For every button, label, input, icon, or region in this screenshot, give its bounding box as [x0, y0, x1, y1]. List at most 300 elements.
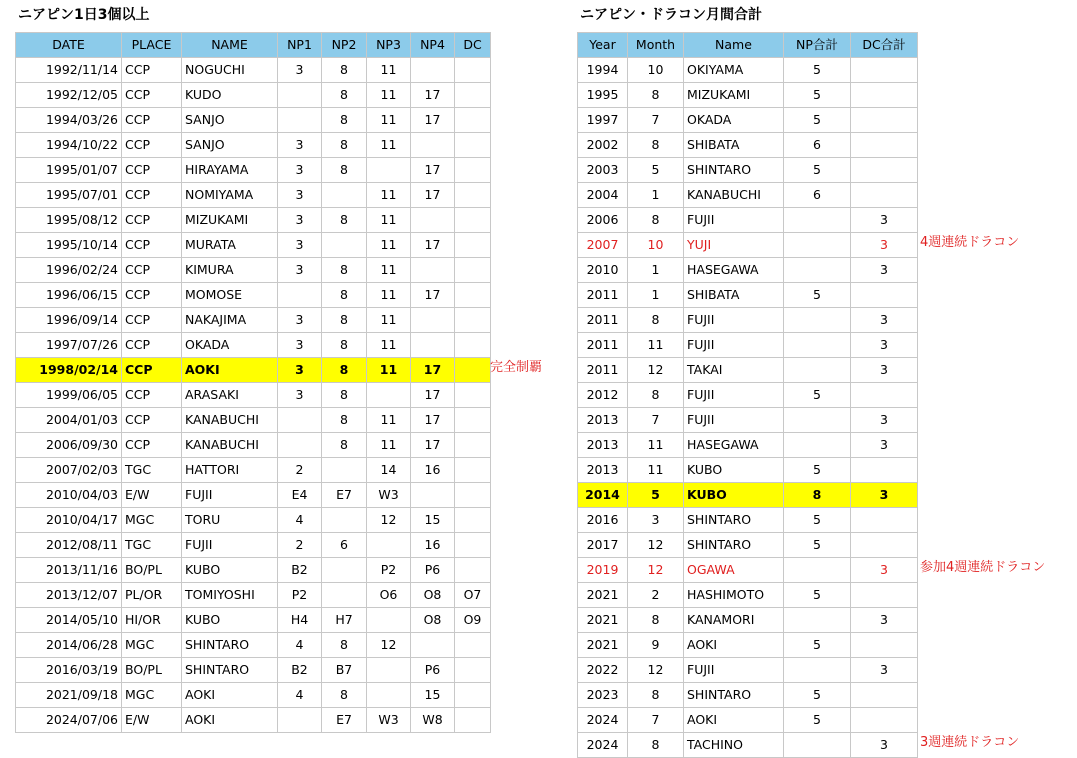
- right-cell: 2019: [578, 558, 628, 583]
- left-cell: 2004/01/03: [16, 408, 122, 433]
- right-cell: 5: [784, 508, 851, 533]
- left-cell: CCP: [122, 108, 182, 133]
- right-cell: SHINTARO: [684, 508, 784, 533]
- table-row: [16, 533, 491, 558]
- left-header-cell: NP1: [278, 33, 322, 58]
- table-row: [16, 383, 491, 408]
- right-cell: 5: [628, 158, 684, 183]
- left-cell: CCP: [122, 258, 182, 283]
- table-row: [578, 533, 918, 558]
- table-row: [578, 683, 918, 708]
- right-table-title: ニアピン・ドラコン月間合計: [580, 7, 762, 23]
- left-cell: O7: [455, 583, 491, 608]
- left-cell: 2010/04/17: [16, 508, 122, 533]
- right-cell: KUBO: [684, 483, 784, 508]
- left-cell: CCP: [122, 383, 182, 408]
- table-row: [16, 233, 491, 258]
- right-cell: 5: [784, 58, 851, 83]
- right-cell: 5: [784, 683, 851, 708]
- right-cell: HASEGAWA: [684, 433, 784, 458]
- left-cell: 8: [322, 158, 367, 183]
- right-cell: 1: [628, 258, 684, 283]
- left-cell: [367, 683, 411, 708]
- table-row: [578, 408, 918, 433]
- right-cell: 2011: [578, 333, 628, 358]
- left-cell: CCP: [122, 233, 182, 258]
- right-cell: HASEGAWA: [684, 258, 784, 283]
- left-cell: [455, 233, 491, 258]
- left-cell: [278, 708, 322, 733]
- left-cell: 17: [411, 433, 455, 458]
- left-cell: [455, 283, 491, 308]
- table-row: [16, 458, 491, 483]
- left-cell: 4: [278, 683, 322, 708]
- left-cell: KIMURA: [182, 258, 278, 283]
- right-cell: FUJII: [684, 333, 784, 358]
- right-cell: 5: [784, 283, 851, 308]
- right-cell: SHINTARO: [684, 683, 784, 708]
- left-cell: 1997/07/26: [16, 333, 122, 358]
- left-cell: HIRAYAMA: [182, 158, 278, 183]
- left-cell: P6: [411, 658, 455, 683]
- left-cell: 3: [278, 383, 322, 408]
- right-cell: [851, 633, 918, 658]
- left-cell: [411, 133, 455, 158]
- left-cell: 2021/09/18: [16, 683, 122, 708]
- table-row: [16, 508, 491, 533]
- right-cell: 12: [628, 533, 684, 558]
- left-cell: NOGUCHI: [182, 58, 278, 83]
- right-cell: 10: [628, 58, 684, 83]
- left-cell: [455, 83, 491, 108]
- left-cell: E7: [322, 708, 367, 733]
- left-cell: 17: [411, 108, 455, 133]
- right-cell: [851, 583, 918, 608]
- left-cell: 11: [367, 333, 411, 358]
- left-header-cell: NP4: [411, 33, 455, 58]
- left-cell: 3: [278, 358, 322, 383]
- right-cell: 2002: [578, 133, 628, 158]
- left-cell: FUJII: [182, 483, 278, 508]
- right-cell: [851, 183, 918, 208]
- left-cell: OKADA: [182, 333, 278, 358]
- right-cell: 8: [628, 308, 684, 333]
- table-row: [578, 183, 918, 208]
- right-cell: FUJII: [684, 208, 784, 233]
- right-cell: YUJI: [684, 233, 784, 258]
- left-cell: O8: [411, 583, 455, 608]
- right-cell: 6: [784, 183, 851, 208]
- left-cell: O8: [411, 608, 455, 633]
- left-table-title: ニアピン1日3個以上: [18, 7, 150, 23]
- right-cell: 1: [628, 283, 684, 308]
- left-cell: AOKI: [182, 683, 278, 708]
- left-cell: HATTORI: [182, 458, 278, 483]
- left-cell: B7: [322, 658, 367, 683]
- table-row: [578, 733, 918, 758]
- left-cell: 1998/02/14: [16, 358, 122, 383]
- right-cell: 3: [851, 433, 918, 458]
- right-cell: 1997: [578, 108, 628, 133]
- left-cell: 16: [411, 533, 455, 558]
- left-cell: MGC: [122, 683, 182, 708]
- left-cell: [367, 383, 411, 408]
- left-cell: [322, 233, 367, 258]
- right-cell: 10: [628, 233, 684, 258]
- left-cell: HI/OR: [122, 608, 182, 633]
- left-cell: KANABUCHI: [182, 408, 278, 433]
- left-cell: 2013/11/16: [16, 558, 122, 583]
- left-cell: [322, 508, 367, 533]
- left-cell: KANABUCHI: [182, 433, 278, 458]
- right-cell: 3: [851, 608, 918, 633]
- right-cell: 8: [628, 133, 684, 158]
- left-cell: 11: [367, 408, 411, 433]
- left-cell: 17: [411, 158, 455, 183]
- left-cell: 17: [411, 383, 455, 408]
- right-cell: 2023: [578, 683, 628, 708]
- left-cell: [455, 108, 491, 133]
- left-cell: [455, 508, 491, 533]
- note-3week-dracon: 3週連続ドラコン: [920, 735, 1020, 750]
- right-cell: [851, 383, 918, 408]
- left-cell: 1996/02/24: [16, 258, 122, 283]
- left-cell: 6: [322, 533, 367, 558]
- left-cell: AOKI: [182, 708, 278, 733]
- left-cell: 8: [322, 358, 367, 383]
- left-cell: CCP: [122, 433, 182, 458]
- right-cell: AOKI: [684, 633, 784, 658]
- right-cell: 2024: [578, 708, 628, 733]
- right-cell: 8: [628, 608, 684, 633]
- left-cell: [278, 83, 322, 108]
- right-cell: OGAWA: [684, 558, 784, 583]
- left-cell: 2007/02/03: [16, 458, 122, 483]
- left-cell: 2014/06/28: [16, 633, 122, 658]
- left-cell: 1994/10/22: [16, 133, 122, 158]
- left-cell: [455, 58, 491, 83]
- left-cell: 3: [278, 333, 322, 358]
- left-cell: 2: [278, 458, 322, 483]
- left-cell: 8: [322, 58, 367, 83]
- right-cell: KANAMORI: [684, 608, 784, 633]
- left-cell: 15: [411, 683, 455, 708]
- left-cell: CCP: [122, 283, 182, 308]
- left-cell: 1995/08/12: [16, 208, 122, 233]
- table-row: [16, 658, 491, 683]
- left-cell: 1999/06/05: [16, 383, 122, 408]
- left-cell: P6: [411, 558, 455, 583]
- table-row: [578, 708, 918, 733]
- left-cell: [455, 408, 491, 433]
- right-cell: 12: [628, 558, 684, 583]
- right-cell: 3: [851, 733, 918, 758]
- table-row: [16, 258, 491, 283]
- left-cell: SHINTARO: [182, 658, 278, 683]
- left-cell: [411, 333, 455, 358]
- left-cell: H4: [278, 608, 322, 633]
- right-cell: [784, 308, 851, 333]
- left-cell: 17: [411, 83, 455, 108]
- table-row: [16, 283, 491, 308]
- left-cell: BO/PL: [122, 658, 182, 683]
- left-cell: 11: [367, 233, 411, 258]
- right-cell: 2024: [578, 733, 628, 758]
- right-cell: HASHIMOTO: [684, 583, 784, 608]
- table-row: [578, 383, 918, 408]
- right-cell: 8: [628, 733, 684, 758]
- left-cell: 1995/07/01: [16, 183, 122, 208]
- right-cell: 5: [784, 533, 851, 558]
- left-cell: [455, 658, 491, 683]
- left-cell: CCP: [122, 183, 182, 208]
- left-cell: 8: [322, 633, 367, 658]
- right-cell: 2011: [578, 358, 628, 383]
- left-cell: 8: [322, 683, 367, 708]
- near-pin-table: [15, 32, 491, 733]
- right-cell: OKADA: [684, 108, 784, 133]
- table-row: [578, 58, 918, 83]
- note-entry-4week-dracon: 参加4週連続ドラコン: [920, 560, 1046, 575]
- left-cell: E4: [278, 483, 322, 508]
- left-cell: [278, 408, 322, 433]
- left-cell: KUDO: [182, 83, 278, 108]
- right-cell: [784, 558, 851, 583]
- left-cell: 11: [367, 58, 411, 83]
- left-cell: [455, 483, 491, 508]
- note-full-conquest: 完全制覇: [490, 360, 543, 375]
- table-row: [16, 208, 491, 233]
- left-cell: [367, 158, 411, 183]
- left-cell: CCP: [122, 308, 182, 333]
- right-cell: 5: [784, 108, 851, 133]
- left-cell: P2: [278, 583, 322, 608]
- left-cell: [411, 483, 455, 508]
- left-cell: [455, 258, 491, 283]
- right-cell: 3: [851, 258, 918, 283]
- left-cell: MGC: [122, 508, 182, 533]
- right-cell: [851, 508, 918, 533]
- right-header-cell: Name: [684, 33, 784, 58]
- left-cell: TORU: [182, 508, 278, 533]
- left-cell: [411, 308, 455, 333]
- right-cell: 3: [851, 408, 918, 433]
- table-row: [16, 108, 491, 133]
- right-cell: 2013: [578, 408, 628, 433]
- right-cell: 8: [628, 208, 684, 233]
- right-cell: 5: [784, 158, 851, 183]
- left-cell: 3: [278, 58, 322, 83]
- right-cell: FUJII: [684, 658, 784, 683]
- right-cell: MIZUKAMI: [684, 83, 784, 108]
- right-cell: 3: [851, 233, 918, 258]
- table-row: [16, 433, 491, 458]
- left-cell: 1995/01/07: [16, 158, 122, 183]
- table-row: [578, 508, 918, 533]
- left-cell: KUBO: [182, 608, 278, 633]
- left-cell: 1995/10/14: [16, 233, 122, 258]
- left-cell: FUJII: [182, 533, 278, 558]
- left-cell: 4: [278, 508, 322, 533]
- left-cell: CCP: [122, 408, 182, 433]
- left-cell: [455, 208, 491, 233]
- left-cell: [278, 283, 322, 308]
- left-cell: B2: [278, 558, 322, 583]
- table-row: [16, 683, 491, 708]
- right-cell: 2014: [578, 483, 628, 508]
- right-cell: 11: [628, 433, 684, 458]
- right-cell: 3: [851, 558, 918, 583]
- right-cell: 8: [784, 483, 851, 508]
- right-cell: [784, 258, 851, 283]
- left-cell: O6: [367, 583, 411, 608]
- left-cell: [322, 583, 367, 608]
- right-cell: 2010: [578, 258, 628, 283]
- left-cell: W3: [367, 483, 411, 508]
- table-row: [16, 183, 491, 208]
- left-cell: PL/OR: [122, 583, 182, 608]
- right-cell: 3: [851, 333, 918, 358]
- table-row: [578, 233, 918, 258]
- table-row: [578, 633, 918, 658]
- left-cell: NOMIYAMA: [182, 183, 278, 208]
- left-cell: MGC: [122, 633, 182, 658]
- right-cell: 7: [628, 708, 684, 733]
- right-cell: 3: [628, 508, 684, 533]
- left-cell: ARASAKI: [182, 383, 278, 408]
- right-cell: 2012: [578, 383, 628, 408]
- right-cell: TAKAI: [684, 358, 784, 383]
- right-cell: 2: [628, 583, 684, 608]
- left-cell: P2: [367, 558, 411, 583]
- table-row: [578, 558, 918, 583]
- right-cell: 1994: [578, 58, 628, 83]
- right-cell: 2017: [578, 533, 628, 558]
- right-cell: KUBO: [684, 458, 784, 483]
- right-cell: SHIBATA: [684, 283, 784, 308]
- left-cell: 8: [322, 258, 367, 283]
- right-cell: OKIYAMA: [684, 58, 784, 83]
- left-cell: CCP: [122, 83, 182, 108]
- left-cell: 2024/07/06: [16, 708, 122, 733]
- right-cell: 8: [628, 83, 684, 108]
- left-cell: 3: [278, 258, 322, 283]
- table-row: [16, 483, 491, 508]
- table-row: [16, 708, 491, 733]
- left-cell: SHINTARO: [182, 633, 278, 658]
- left-cell: 15: [411, 508, 455, 533]
- table-row: [578, 458, 918, 483]
- left-cell: 2016/03/19: [16, 658, 122, 683]
- right-cell: 2021: [578, 583, 628, 608]
- right-cell: [851, 533, 918, 558]
- left-cell: 11: [367, 258, 411, 283]
- left-cell: E7: [322, 483, 367, 508]
- table-row: [578, 283, 918, 308]
- right-cell: 6: [784, 133, 851, 158]
- left-cell: 1992/12/05: [16, 83, 122, 108]
- left-cell: MIZUKAMI: [182, 208, 278, 233]
- right-cell: [851, 133, 918, 158]
- left-cell: CCP: [122, 333, 182, 358]
- left-cell: TOMIYOSHI: [182, 583, 278, 608]
- table-row: [16, 358, 491, 383]
- right-cell: 3: [851, 358, 918, 383]
- left-cell: 11: [367, 108, 411, 133]
- left-cell: [455, 308, 491, 333]
- right-cell: 5: [628, 483, 684, 508]
- right-cell: 3: [851, 308, 918, 333]
- right-cell: [851, 458, 918, 483]
- right-cell: 2022: [578, 658, 628, 683]
- left-cell: 2010/04/03: [16, 483, 122, 508]
- left-cell: [278, 433, 322, 458]
- right-cell: 5: [784, 708, 851, 733]
- left-cell: 3: [278, 308, 322, 333]
- left-cell: MURATA: [182, 233, 278, 258]
- right-cell: FUJII: [684, 408, 784, 433]
- table-row: [578, 133, 918, 158]
- left-cell: 2012/08/11: [16, 533, 122, 558]
- right-cell: 11: [628, 333, 684, 358]
- left-cell: 17: [411, 283, 455, 308]
- right-cell: 5: [784, 383, 851, 408]
- right-cell: TACHINO: [684, 733, 784, 758]
- left-cell: [455, 683, 491, 708]
- table-row: [16, 133, 491, 158]
- left-cell: CCP: [122, 133, 182, 158]
- left-cell: NAKAJIMA: [182, 308, 278, 333]
- left-header-cell: DC: [455, 33, 491, 58]
- left-cell: CCP: [122, 158, 182, 183]
- table-row: [578, 433, 918, 458]
- left-cell: 12: [367, 508, 411, 533]
- table-row: [16, 333, 491, 358]
- left-cell: TGC: [122, 533, 182, 558]
- table-row: [16, 158, 491, 183]
- left-cell: 3: [278, 133, 322, 158]
- left-cell: [411, 633, 455, 658]
- left-cell: O9: [455, 608, 491, 633]
- right-cell: [784, 733, 851, 758]
- right-cell: 5: [784, 458, 851, 483]
- left-cell: 1994/03/26: [16, 108, 122, 133]
- right-cell: SHIBATA: [684, 133, 784, 158]
- left-cell: 1992/11/14: [16, 58, 122, 83]
- left-cell: MOMOSE: [182, 283, 278, 308]
- right-cell: 2011: [578, 283, 628, 308]
- left-cell: [278, 108, 322, 133]
- right-cell: 8: [628, 383, 684, 408]
- left-cell: W3: [367, 708, 411, 733]
- left-cell: 11: [367, 208, 411, 233]
- right-cell: 2007: [578, 233, 628, 258]
- left-cell: 14: [367, 458, 411, 483]
- right-cell: 2013: [578, 458, 628, 483]
- left-cell: TGC: [122, 458, 182, 483]
- left-cell: [367, 658, 411, 683]
- left-cell: [455, 383, 491, 408]
- table-row: [578, 108, 918, 133]
- left-cell: 8: [322, 283, 367, 308]
- left-cell: 3: [278, 233, 322, 258]
- left-cell: 2: [278, 533, 322, 558]
- right-cell: 2016: [578, 508, 628, 533]
- table-row: [16, 308, 491, 333]
- right-header-cell: Year: [578, 33, 628, 58]
- left-cell: 12: [367, 633, 411, 658]
- right-cell: FUJII: [684, 383, 784, 408]
